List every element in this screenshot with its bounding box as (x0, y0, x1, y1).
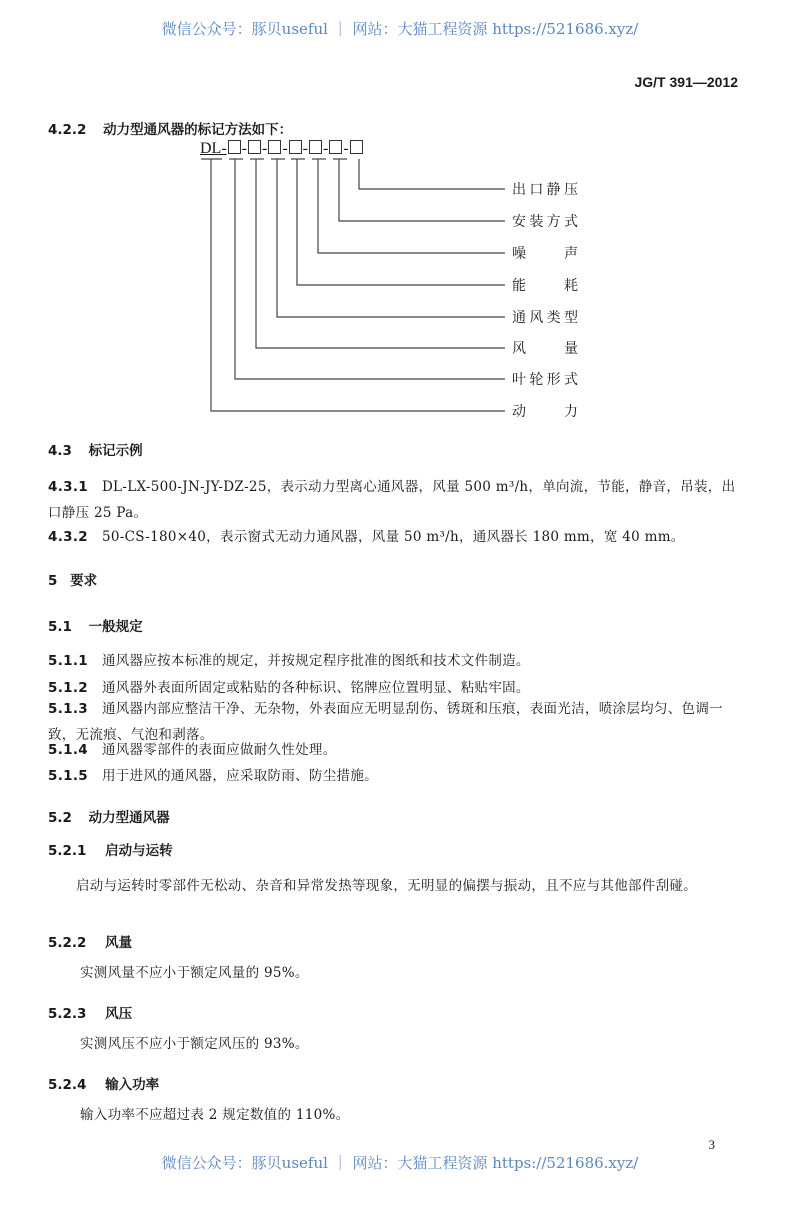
clause-text: 50-CS-180×40，表示窗式无动力通风器，风量 50 m³/h，通风器长 180 mm，宽 40 mm。 (101, 529, 685, 545)
heading-5-2-4 (48, 1073, 159, 1093)
text-5-2-1: 启动与运转时零部件无松动、杂音和异常发热等现象，无明显的偏摆与振动，且不应与其他部件刮碰。 (76, 878, 697, 894)
clause-4-3-2 (48, 524, 748, 550)
heading-5 (48, 569, 97, 589)
section-number: 5.1 (48, 619, 72, 635)
marking-code-pattern: DL- - - - - - - (200, 140, 364, 158)
marking-diagram-lines (0, 0, 800, 430)
watermark-bottom: 微信公众号：豚贝useful ｜ 网站：大猫工程资源 https://521686.xyz/ (161, 1154, 639, 1172)
clause-number: 5.1.2 (48, 680, 88, 696)
heading-5-2-2 (48, 931, 132, 951)
clause-number: 4.3.1 (48, 479, 88, 495)
clause-5-1-5 (48, 763, 748, 789)
label-installation-method: 安装方式 (512, 214, 578, 230)
section-title: 动力型通风器 (88, 810, 170, 826)
watermark-top: 微信公众号：豚贝useful ｜ 网站：大猫工程资源 https://521686.xyz/ (161, 20, 639, 38)
label-impeller-form: 叶轮形式 (512, 372, 578, 388)
section-number: 5.2.2 (48, 935, 87, 951)
clause-number: 5.1.4 (48, 742, 88, 758)
label-outlet-static-pressure: 出口静压 (512, 182, 578, 198)
clause-number: 5.1.1 (48, 653, 88, 669)
section-title: 风量 (105, 935, 133, 951)
section-number: 5 (48, 573, 58, 589)
section-title: 动力型通风器的标记方法如下： (103, 122, 293, 138)
text-5-2-4: 输入功率不应超过表 2 规定数值的 110%。 (80, 1107, 350, 1123)
section-number: 5.2.4 (48, 1077, 87, 1093)
clause-text: 通风器内部应整洁干净、无杂物，外表面应无明显刮伤、锈斑和压痕，表面光洁，喷涂层均匀、色调一致，无流痕、气泡和剥落。 (48, 701, 723, 743)
clause-number: 5.1.3 (48, 701, 88, 717)
label-power: 动力 (512, 404, 578, 420)
standard-code: JG/T 391—2012 (634, 74, 738, 90)
clause-text: DL-LX-500-JN-JY-DZ-25，表示动力型离心通风器，风量 500 m³/h，单向流，节能，静音，吊装，出口静压 25 Pa。 (48, 479, 736, 521)
section-title: 要求 (70, 573, 98, 589)
section-title: 一般规定 (88, 619, 143, 635)
clause-text: 通风器外表面所固定或粘贴的各种标识、铭牌应位置明显、粘贴牢固。 (101, 680, 530, 696)
clause-5-1-1 (48, 648, 748, 674)
text-5-2-3: 实测风压不应小于额定风压的 93%。 (80, 1036, 309, 1052)
label-air-volume: 风量 (512, 341, 578, 357)
heading-5-2-1 (48, 839, 173, 859)
code-prefix: DL- (200, 140, 227, 157)
section-title: 风压 (105, 1006, 133, 1022)
clause-number: 5.1.5 (48, 768, 88, 784)
section-title: 启动与运转 (105, 843, 173, 859)
section-number: 5.2 (48, 810, 72, 826)
section-title: 标记示例 (88, 443, 143, 459)
clause-4-3-1 (48, 474, 748, 526)
page-number: 3 (708, 1137, 715, 1152)
heading-4-3 (48, 439, 143, 459)
label-noise: 噪声 (512, 246, 578, 262)
clause-text: 用于进风的通风器，应采取防雨、防尘措施。 (101, 768, 378, 784)
label-energy-consumption: 能耗 (512, 278, 578, 294)
section-number: 4.3 (48, 443, 72, 459)
section-number: 5.2.3 (48, 1006, 87, 1022)
clause-text: 通风器应按本标准的规定，并按规定程序批准的图纸和技术文件制造。 (101, 653, 530, 669)
heading-5-2 (48, 806, 170, 826)
section-number: 4.2.2 (48, 122, 87, 138)
label-ventilation-type: 通风类型 (512, 310, 578, 326)
clause-text: 通风器零部件的表面应做耐久性处理。 (101, 742, 337, 758)
text-5-2-2: 实测风量不应小于额定风量的 95%。 (80, 965, 309, 981)
heading-5-1 (48, 615, 143, 635)
clause-number: 4.3.2 (48, 529, 88, 545)
section-title: 输入功率 (105, 1077, 160, 1093)
section-number: 5.2.1 (48, 843, 87, 859)
clause-5-1-4 (48, 737, 748, 763)
heading-5-2-3 (48, 1002, 132, 1022)
